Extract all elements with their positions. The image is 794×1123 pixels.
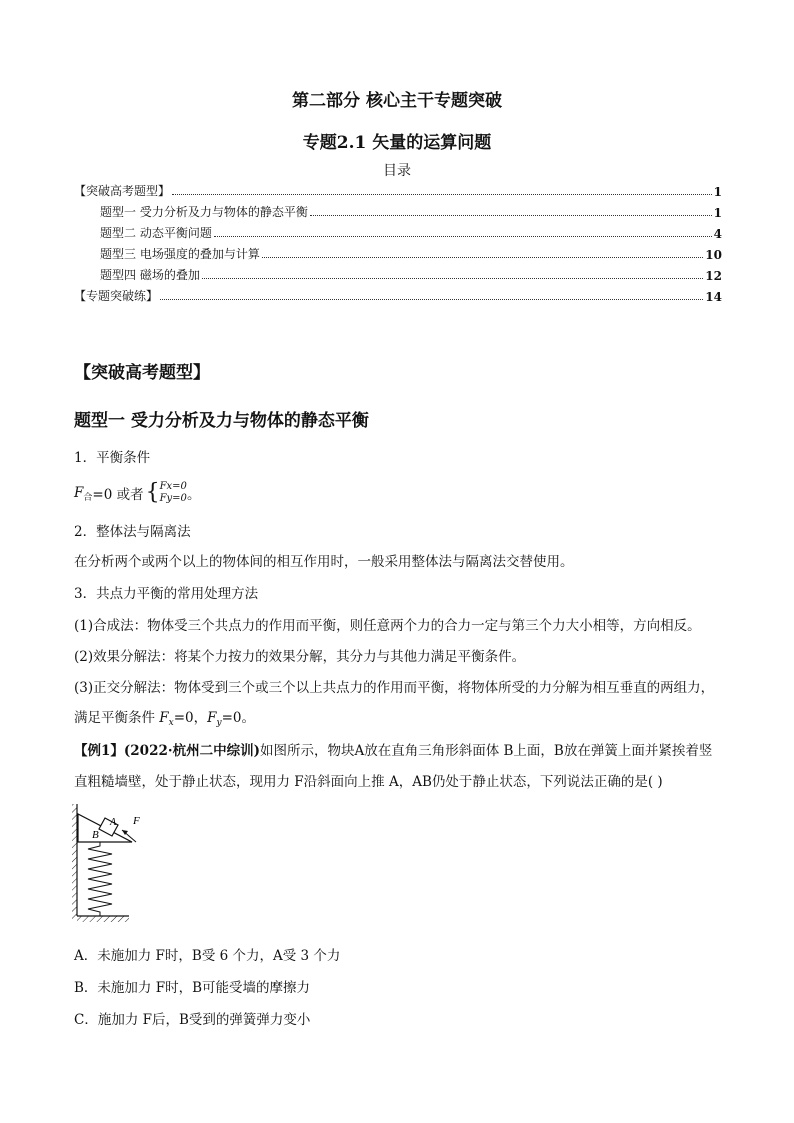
option-b[interactable]: B．未施加力 F时，B可能受墙的摩擦力 bbox=[74, 980, 310, 996]
toc-entry-page: 1 bbox=[713, 206, 722, 220]
fy-subscript: y bbox=[216, 718, 222, 728]
item3-title: 3．共点力平衡的常用处理方法 bbox=[74, 586, 259, 602]
toc-leader bbox=[172, 194, 712, 195]
subsection-heading: 题型一 受力分析及力与物体的静态平衡 bbox=[74, 411, 369, 431]
label-f: F bbox=[133, 815, 140, 827]
toc-entry-label: 题型二 动态平衡问题 bbox=[100, 226, 212, 240]
spring-incline-figure bbox=[70, 800, 170, 928]
toc-entry-page: 1 bbox=[713, 185, 722, 199]
item2-text: 在分析两个或两个以上的物体间的相互作用时，一般采用整体法与隔离法交替使用。 bbox=[74, 554, 574, 570]
label-a: A bbox=[110, 817, 117, 828]
toc-entry[interactable] bbox=[100, 223, 722, 241]
eq-rest: =0 或者 bbox=[92, 487, 144, 503]
equilibrium-equation bbox=[74, 478, 200, 508]
toc-entry[interactable] bbox=[100, 265, 722, 283]
wall-hatch bbox=[72, 804, 77, 920]
fx-subscript: x bbox=[168, 718, 174, 728]
example-line1 bbox=[74, 739, 712, 759]
eq-he-sub: 合 bbox=[83, 492, 93, 503]
part-title: 第二部分 核心主干专题突破 bbox=[292, 91, 502, 111]
toc-title: 目录 bbox=[383, 163, 411, 179]
method-synthesis: (1)合成法：物体受三个共点力的作用而平衡，则任意两个力的合力一定与第三个力大小相等，方向相反。 bbox=[74, 618, 701, 634]
toc-entry[interactable] bbox=[100, 244, 722, 262]
toc-entry-page: 12 bbox=[705, 269, 722, 283]
example-tag: 【例1】 bbox=[74, 743, 124, 759]
toc-entry-label: 题型四 磁场的叠加 bbox=[100, 268, 200, 282]
option-a[interactable]: A．未施加力 F时，B受 6 个力，A受 3 个力 bbox=[74, 948, 341, 964]
item1-title: 1．平衡条件 bbox=[74, 450, 151, 466]
toc-leader bbox=[202, 278, 703, 279]
item2-title: 2．整体法与隔离法 bbox=[74, 524, 191, 540]
section-heading: 【突破高考题型】 bbox=[74, 363, 210, 383]
topic-title: 专题2.1 矢量的运算问题 bbox=[302, 133, 492, 153]
toc-entry-label: 题型三 电场强度的叠加与计算 bbox=[100, 247, 260, 261]
example-source: (2022·杭州二中综训) bbox=[123, 743, 260, 759]
fy-equation: =0。 bbox=[221, 710, 256, 726]
method-effect-decomposition: (2)效果分解法：将某个力按力的效果分解，其分力与其他力满足平衡条件。 bbox=[74, 649, 526, 665]
toc-entry[interactable] bbox=[100, 202, 722, 220]
toc-entry-page: 14 bbox=[705, 290, 722, 304]
example-text: 如图所示，物块A放在直角三角形斜面体 B上面，B放在弹簧上面并紧挨着竖 bbox=[259, 743, 713, 759]
spring-icon bbox=[88, 842, 112, 916]
line2-prefix: 满足平衡条件 bbox=[74, 710, 160, 726]
method-orthogonal-line2 bbox=[74, 706, 255, 728]
eq-f: F bbox=[74, 485, 84, 501]
toc-entry-page: 10 bbox=[705, 248, 722, 262]
toc-entry[interactable] bbox=[74, 181, 722, 199]
toc-leader bbox=[262, 257, 703, 258]
toc-entry-page: 4 bbox=[713, 227, 722, 241]
method-orthogonal-line1: (3)正交分解法：物体受到三个或三个以上共点力的作用而平衡，将物体所受的力分解为相互垂直的两组力， bbox=[74, 680, 715, 696]
toc-entry-label: 题型一 受力分析及力与物体的静态平衡 bbox=[100, 205, 308, 219]
toc-leader bbox=[214, 236, 712, 237]
fx-equation: =0， bbox=[173, 710, 208, 726]
eq-top: Fx=0 bbox=[159, 481, 187, 492]
eq-bottom: Fy=0 bbox=[159, 493, 187, 504]
toc-entry-label: 【突破高考题型】 bbox=[74, 184, 171, 198]
label-b: B bbox=[92, 829, 99, 841]
eq-end: 。 bbox=[186, 487, 201, 503]
example-line2: 直粗糙墙壁，处于静止状态，现用力 F沿斜面向上推 A，AB仍处于静止状态，下列说法正确的是( ) bbox=[74, 774, 663, 790]
toc-leader bbox=[160, 299, 703, 300]
toc-entry[interactable] bbox=[74, 286, 722, 304]
toc-entry-label: 【专题突破练】 bbox=[74, 289, 159, 303]
brace-icon: { bbox=[145, 480, 160, 505]
toc-leader bbox=[310, 215, 712, 216]
fy-symbol: F bbox=[207, 710, 217, 726]
floor-hatch bbox=[77, 916, 129, 922]
fx-symbol: F bbox=[159, 710, 169, 726]
eq-system bbox=[160, 481, 187, 505]
option-c[interactable]: C．施加力 F后，B受到的弹簧弹力变小 bbox=[74, 1012, 311, 1028]
